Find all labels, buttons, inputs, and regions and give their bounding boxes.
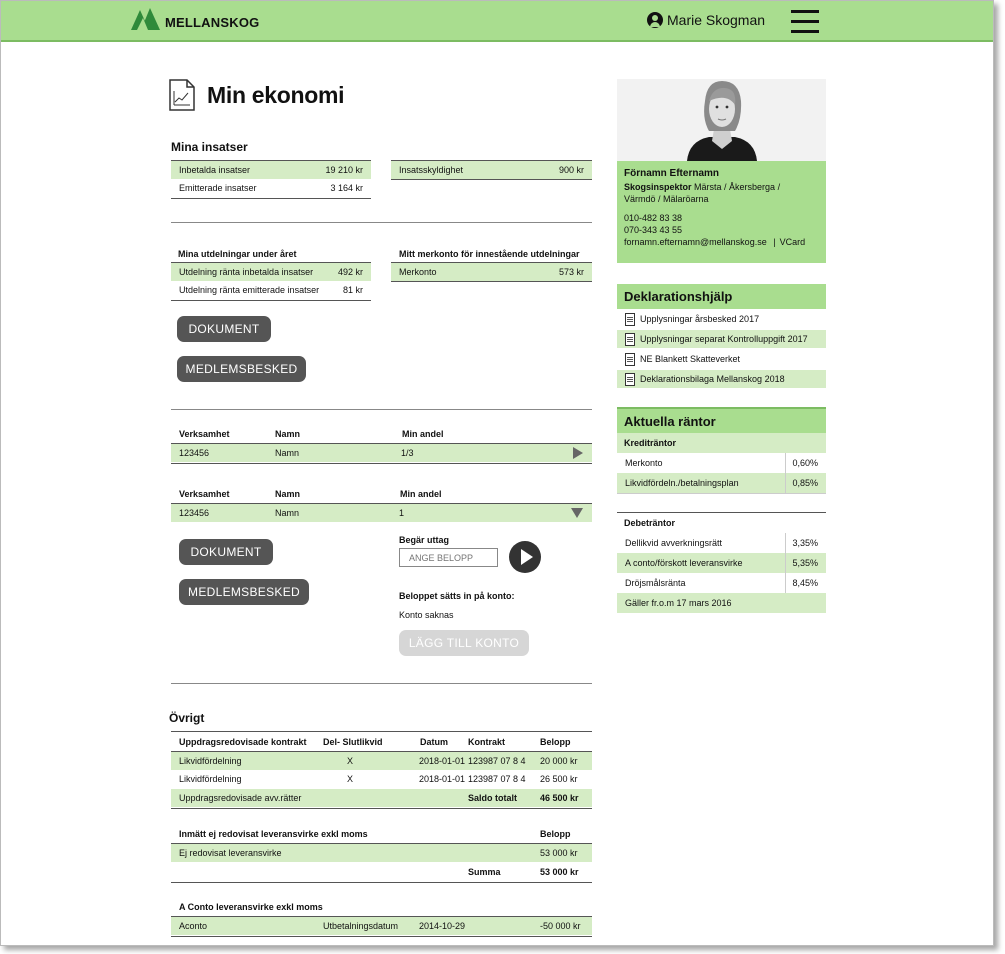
section-divider xyxy=(171,409,592,410)
rate-row: A conto/förskott leveransvirke 5,35% xyxy=(617,553,826,573)
col-namn: Namn xyxy=(275,489,301,499)
uttag-label: Begär uttag xyxy=(399,535,450,545)
verksamhet-row-expanded[interactable]: 123456 Namn 1 xyxy=(171,504,592,522)
dokument-button[interactable]: DOKUMENT xyxy=(177,316,271,342)
page-title-row xyxy=(169,79,344,111)
kredit-heading: Krediträntor xyxy=(617,433,826,453)
divider xyxy=(171,198,371,199)
brand-name: MELLANSKOG xyxy=(165,14,260,30)
table-header: Kontrakt xyxy=(468,737,506,747)
divider xyxy=(171,463,592,464)
user-menu[interactable] xyxy=(647,12,765,28)
add-account-button[interactable]: LÄGG TILL KONTO xyxy=(399,630,529,656)
table2-heading: Inmätt ej redovisat leveransvirke exkl moms xyxy=(179,829,368,839)
contact-photo xyxy=(617,79,826,161)
divider xyxy=(785,453,786,493)
collapse-arrow-icon[interactable] xyxy=(571,508,583,518)
deklaration-link[interactable]: Upplysningar separat Kontrolluppgift 2017 xyxy=(617,330,826,348)
table-row: Aconto Utbetalningsdatum 2014-10-29 -50 000 kr xyxy=(171,917,592,935)
separator: | xyxy=(773,237,776,247)
expand-arrow-icon[interactable] xyxy=(573,447,583,459)
medlemsbesked-button[interactable]: MEDLEMSBESKED xyxy=(177,356,306,382)
divider xyxy=(391,281,592,282)
table-header: Del- Slutlikvid xyxy=(323,737,383,747)
col-andel: Min andel xyxy=(402,429,444,439)
file-icon xyxy=(625,333,635,346)
insats-row: Emitterade insatser 3 164 kr xyxy=(179,183,363,193)
utdelning-row: Utdelning ränta inbetalda insatser 492 kr xyxy=(171,263,371,281)
divider xyxy=(391,179,592,180)
table-footer-row: Uppdragsredovisade avv.rätter Saldo totalt 46 500 kr xyxy=(171,789,592,807)
contact-role: Skogsinspektor xyxy=(624,182,692,192)
divider xyxy=(171,936,592,937)
table-header: Belopp xyxy=(540,829,571,839)
rate-valid-from: Gäller fr.o.m 17 mars 2016 xyxy=(617,593,826,613)
utdelningar-heading: Mina utdelningar under året xyxy=(178,249,297,259)
user-avatar-icon xyxy=(647,12,663,28)
amount-input[interactable] xyxy=(399,548,498,567)
file-icon xyxy=(625,353,635,366)
table-header: Uppdragsredovisade kontrakt xyxy=(179,737,307,747)
merkonto-row: Merkonto 573 kr xyxy=(391,263,592,281)
konto-value: Konto saknas xyxy=(399,610,454,620)
deklaration-link[interactable]: Deklarationsbilaga Mellanskog 2018 xyxy=(617,370,826,388)
brand-logo[interactable] xyxy=(131,8,259,30)
insatsskyldighet-row: Insatsskyldighet 900 kr xyxy=(391,161,592,179)
summa-row: Summa 53 000 kr xyxy=(468,867,579,877)
contact-phone[interactable]: 010-482 83 38 xyxy=(624,213,683,223)
document-chart-icon xyxy=(169,79,195,111)
top-header xyxy=(1,1,994,42)
deklaration-link[interactable]: NE Blankett Skatteverket xyxy=(617,350,826,368)
divider xyxy=(617,493,826,494)
debet-heading: Debeträntor xyxy=(624,518,676,528)
col-andel: Min andel xyxy=(400,489,442,499)
vcard-link[interactable]: VCard xyxy=(779,237,806,247)
utdelning-row: Utdelning ränta emitterade insatser 81 kr xyxy=(179,285,363,295)
file-icon xyxy=(625,373,635,386)
contact-area: Märsta / Åkersberga / xyxy=(691,182,781,192)
merkonto-heading: Mitt merkonto för innestående utdelningar xyxy=(399,249,580,259)
rate-row: Dröjsmålsränta 8,45% xyxy=(625,578,818,588)
dokument-button[interactable]: DOKUMENT xyxy=(179,539,273,565)
insatser-heading: Mina insatser xyxy=(171,140,248,154)
divider xyxy=(171,300,371,301)
medlemsbesked-button[interactable]: MEDLEMSBESKED xyxy=(179,579,309,605)
submit-play-icon[interactable] xyxy=(509,541,541,573)
col-verksamhet: Verksamhet xyxy=(179,429,230,439)
verksamhet-row-collapsed[interactable]: 123456 Namn 1/3 xyxy=(171,444,592,462)
page-title: Min ekonomi xyxy=(207,81,345,108)
contact-phone[interactable]: 070-343 43 55 xyxy=(624,225,683,235)
portrait-image xyxy=(617,79,826,161)
contact-details xyxy=(624,168,805,248)
contact-name: Förnamn Efternamn xyxy=(624,168,720,179)
table3-heading: A Conto leveransvirke exkl moms xyxy=(179,902,323,912)
divider xyxy=(171,882,592,883)
col-verksamhet: Verksamhet xyxy=(179,489,230,499)
divider xyxy=(171,731,592,732)
deklaration-link[interactable]: Upplysningar årsbesked 2017 xyxy=(617,310,826,328)
deklaration-heading: Deklarationshjälp xyxy=(617,284,826,309)
tree-logo-icon xyxy=(131,8,163,30)
ovrigt-heading: Övrigt xyxy=(169,711,205,725)
divider xyxy=(785,533,786,593)
file-icon xyxy=(625,313,635,326)
col-namn: Namn xyxy=(275,429,301,439)
table-row: Likvidfördelning X 2018-01-01 123987 07 8 4 26 500 kr xyxy=(179,774,578,784)
table-header: Datum xyxy=(420,737,449,747)
rate-row: Likvidfördeln./betalningsplan 0,85% xyxy=(617,473,826,493)
table-row: Ej redovisat leveransvirke 53 000 kr xyxy=(171,844,592,862)
konto-heading: Beloppet sätts in på konto: xyxy=(399,591,515,601)
section-divider xyxy=(171,222,592,223)
table-row: Likvidfördelning X 2018-01-01 123987 07 8 4 20 000 kr xyxy=(171,752,592,770)
contact-area: Värmdö / Mälaröarna xyxy=(624,194,709,204)
hamburger-menu-icon[interactable] xyxy=(791,10,819,34)
user-name: Marie Skogman xyxy=(667,12,766,28)
table-header: Belopp xyxy=(540,737,571,747)
rantor-heading: Aktuella räntor xyxy=(617,407,826,434)
contact-card xyxy=(617,79,826,263)
contact-email[interactable]: fornamn.efternamn@mellanskog.se xyxy=(624,237,767,247)
rate-row: Merkonto 0,60% xyxy=(625,458,818,468)
insats-row: Inbetalda insatser 19 210 kr xyxy=(171,161,371,179)
section-divider xyxy=(171,683,592,684)
rate-row: Dellikvid avverkningsrätt 3,35% xyxy=(625,538,818,548)
divider xyxy=(171,808,592,809)
